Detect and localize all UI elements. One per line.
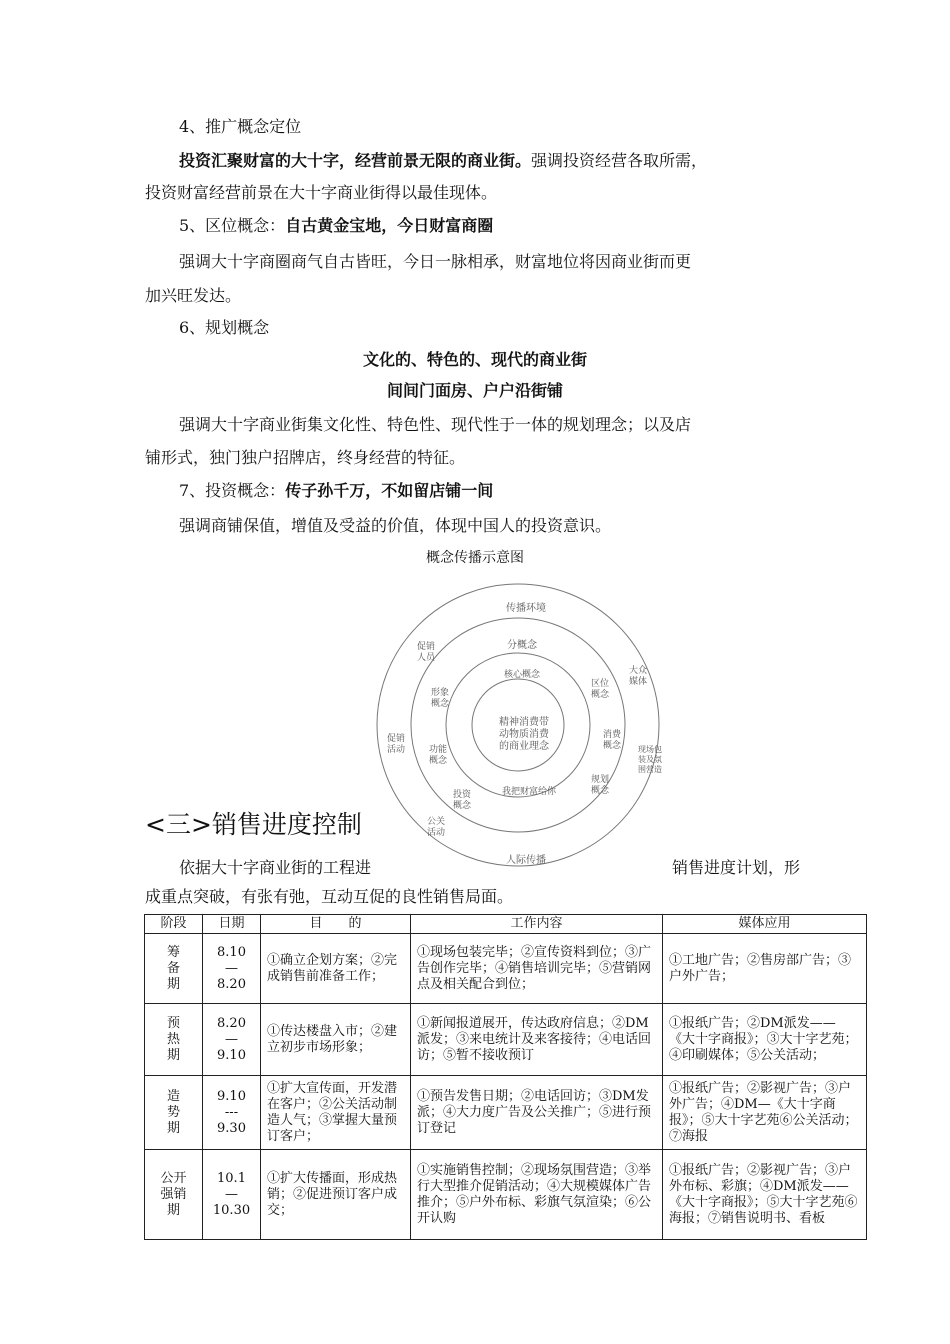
label-outer-top: 传播环境: [506, 603, 546, 614]
label-investment-2: 概念: [452, 801, 472, 811]
date-cell: 9.10 --- 9.30: [203, 1076, 261, 1150]
label-mass-media-2: 媒体: [628, 677, 648, 687]
section-7-label: 7、投资概念：: [179, 481, 286, 500]
label-core-3: 的商业理念: [499, 741, 549, 752]
label-image-1: 形象: [430, 688, 450, 698]
label-onsite-2: 装及氛: [638, 755, 662, 764]
date-cell: 8.10 — 8.20: [203, 934, 261, 1004]
label-consumption-1: 消费: [602, 730, 622, 740]
label-planning-1: 规划: [590, 775, 610, 785]
goal-cell: ①扩大传播面，形成热销；②促进预订客户成交；: [261, 1150, 411, 1240]
section-4-slogan-line: [179, 151, 707, 171]
label-investment-1: 投资: [452, 790, 472, 800]
section-5-slogan: 自古黄金宝地，今日财富商圈: [285, 216, 494, 235]
section-7-slogan: 传子孙千万，不如留店铺一间: [285, 481, 494, 500]
label-function-2: 概念: [428, 756, 448, 766]
section-7-line: [179, 481, 493, 501]
section-5-text-b: 加兴旺发达。: [145, 286, 242, 305]
media-cell: ①报纸广告；②影视广告；③户外布标、彩旗；④DM派发——《大十字商报》；⑤大十字艺苑⑥海报；⑦销售说明书、看板: [663, 1150, 867, 1240]
section-6-text-b: 铺形式，独门独户招牌店，终身经营的特征。: [145, 448, 466, 467]
table-header-row: [145, 915, 867, 934]
label-inner-bottom: 我把财富给你: [501, 787, 557, 797]
header-goal: 目 的: [261, 915, 411, 934]
section-5-line: [179, 216, 493, 236]
label-promo-activity-2: 活动: [386, 745, 406, 755]
header-work: 工作内容: [411, 915, 663, 934]
section-6-center-2: 间间门面房、户户沿街铺: [386, 381, 563, 400]
label-onsite-3: 围营造: [638, 765, 662, 774]
media-cell: ①工地广告；②售房部广告；③户外广告；: [663, 934, 867, 1004]
label-image-2: 概念: [430, 699, 450, 709]
section-6-center-1: 文化的、特色的、现代的商业街: [362, 350, 587, 369]
table-row: [145, 1076, 867, 1150]
work-cell: ①现场包装完毕；②宣传资料到位；③广告创作完毕；④销售培训完毕；⑤营销网点及相关配合到位；: [411, 934, 663, 1004]
label-consumption-2: 概念: [602, 741, 622, 751]
section-7-text: 强调商铺保值，增值及受益的价值，体现中国人的投资意识。: [179, 516, 612, 535]
label-mid-top: 分概念: [507, 640, 537, 651]
section-5-label: 5、区位概念：: [179, 216, 286, 235]
work-cell: ①实施销售控制；②现场氛围营造；③举行大型推介促销活动；④大规模媒体广告推介；⑤户外布标、彩旗气氛渲染；⑥公开认购: [411, 1150, 663, 1240]
work-cell: ①预告发售日期；②电话回访；③DM发派；④大力度广告及公关推广；⑤进行预订登记: [411, 1076, 663, 1150]
label-location-2: 概念: [590, 690, 610, 700]
date-cell: 10.1 — 10.30: [203, 1150, 261, 1240]
media-cell: ①报纸广告；②影视广告；③户外广告；④DM—《大十字商报》；⑤大十字艺苑⑥公关活动；⑦海报: [663, 1076, 867, 1150]
goal-cell: ①确立企划方案；②完成销售前准备工作；: [261, 934, 411, 1004]
section-3-text-a1: 依据大十字商业街的工程进: [179, 858, 372, 877]
section-4-text-a: 强调投资经营各取所需，: [531, 151, 708, 170]
date-cell: 8.20 — 9.10: [203, 1004, 261, 1076]
section-3-text-b: 成重点突破，有张有弛，互动互促的良性销售局面。: [145, 887, 514, 906]
section-3-heading: <三>销售进度控制: [145, 810, 362, 839]
work-cell: ①新闻报道展开，传达政府信息；②DM派发；③来电统计及来客接待；④电话回访；⑤暂不接收预订: [411, 1004, 663, 1076]
label-core-2: 动物质消费: [499, 729, 549, 740]
label-promo-activity-1: 促销: [386, 734, 406, 744]
stage-cell: 造 势 期: [145, 1076, 203, 1150]
section-4-slogan: 投资汇聚财富的大十字，经营前景无限的商业街。: [179, 151, 532, 170]
label-mass-media-1: 大众: [628, 666, 648, 676]
media-cell: ①报纸广告；②DM派发——《大十字商报》；③大十字艺苑；④印刷媒体；⑤公关活动；: [663, 1004, 867, 1076]
section-6-title: 6、规划概念: [179, 318, 270, 337]
stage-cell: 筹 备 期: [145, 934, 203, 1004]
section-4-title: 4、推广概念定位: [179, 117, 302, 136]
header-stage: 阶段: [145, 915, 203, 934]
label-function-1: 功能: [428, 745, 448, 755]
table-row: [145, 1150, 867, 1240]
section-5-text-a: 强调大十字商圈商气自古皆旺，今日一脉相承，财富地位将因商业街而更: [179, 252, 692, 271]
section-6-text-a: 强调大十字商业街集文化性、特色性、现代性于一体的规划理念；以及店: [179, 415, 692, 434]
label-core-1: 精神消费带: [499, 717, 549, 728]
header-media: 媒体应用: [663, 915, 867, 934]
label-promo-staff-2: 人员: [416, 653, 436, 663]
diagram-caption: 概念传播示意图: [426, 550, 524, 566]
label-promo-staff-1: 促销: [416, 642, 436, 652]
stage-cell: 预 热 期: [145, 1004, 203, 1076]
label-pr-activity-2: 活动: [426, 828, 446, 838]
table-body: [145, 934, 867, 1240]
label-inner-top: 核心概念: [503, 670, 541, 680]
concept-diagram: [370, 582, 670, 872]
section-3-text-a2: 销售进度计划，形: [672, 858, 801, 877]
sales-schedule-table: [144, 914, 867, 1240]
table-row: [145, 934, 867, 1004]
label-outer-bottom: 人际传播: [506, 855, 546, 866]
section-4-text-b: 投资财富经营前景在大十字商业街得以最佳现体。: [145, 183, 498, 202]
goal-cell: ①扩大宣传面，开发潜在客户；②公关活动制造人气；③掌握大量预订客户；: [261, 1076, 411, 1150]
label-location-1: 区位: [590, 679, 610, 689]
label-pr-activity-1: 公关: [426, 817, 446, 827]
header-date: 日期: [203, 915, 261, 934]
label-planning-2: 概念: [590, 786, 610, 796]
table-row: [145, 1004, 867, 1076]
goal-cell: ①传达楼盘入市；②建立初步市场形象；: [261, 1004, 411, 1076]
stage-cell: 公开 强销 期: [145, 1150, 203, 1240]
label-onsite-1: 现场包: [638, 745, 662, 754]
